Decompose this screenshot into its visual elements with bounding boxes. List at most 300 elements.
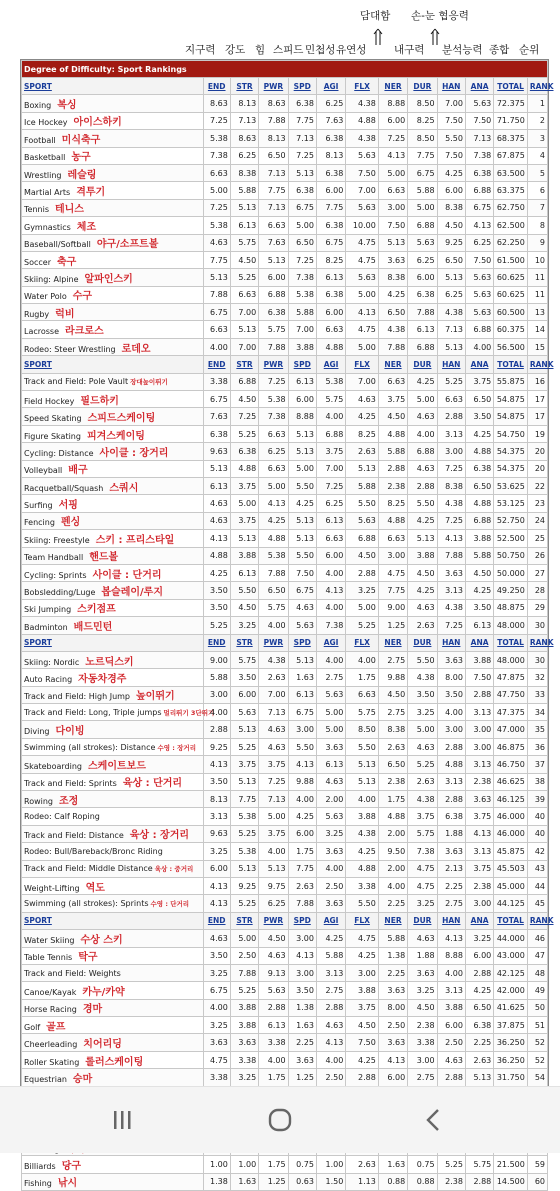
score-cell: 2.63: [378, 738, 407, 755]
score-cell: 48: [527, 964, 547, 981]
korean-sport-name: 스키점프: [77, 604, 116, 616]
score-cell: 71.750: [494, 112, 528, 129]
score-cell: 5.63: [465, 269, 493, 286]
score-cell: 6.50: [259, 582, 288, 599]
score-cell: 5.88: [203, 669, 230, 686]
score-cell: 3.00: [437, 721, 465, 738]
score-cell: 6.88: [230, 373, 258, 390]
score-cell: 2.75: [437, 895, 465, 912]
score-cell: 1: [527, 95, 547, 112]
column-header[interactable]: STR: [230, 912, 258, 929]
score-cell: 6.25: [316, 495, 345, 512]
score-cell: 3.63: [378, 251, 407, 268]
sport-name-cell: [22, 182, 204, 199]
column-header[interactable]: TOTAL: [494, 356, 528, 373]
table-row: [22, 825, 548, 842]
score-cell: 5.25: [437, 373, 465, 390]
score-cell: 4.13: [465, 825, 493, 842]
column-header[interactable]: STR: [230, 356, 258, 373]
score-cell: 49.250: [494, 582, 528, 599]
score-cell: 2.00: [316, 791, 345, 808]
score-cell: 3.63: [408, 964, 437, 981]
score-cell: 1.00: [316, 1156, 345, 1173]
korean-sport-name: 롤러스케이팅: [85, 1056, 144, 1068]
score-cell: 4.50: [378, 686, 407, 703]
sport-name: Horse Racing: [24, 1005, 77, 1015]
score-cell: 5.38: [230, 843, 258, 860]
column-header[interactable]: DUR: [408, 634, 437, 651]
score-cell: 1.38: [203, 1173, 230, 1190]
score-cell: 4.75: [408, 860, 437, 877]
score-cell: 3.00: [203, 686, 230, 703]
column-header[interactable]: ANA: [465, 912, 493, 929]
score-cell: 2.25: [378, 895, 407, 912]
sport-name-cell: [22, 321, 204, 338]
score-cell: 6.88: [316, 425, 345, 442]
score-cell: 4.38: [378, 321, 407, 338]
score-cell: 3.38: [408, 1034, 437, 1051]
score-cell: 8.25: [408, 112, 437, 129]
korean-sport-name: 펜싱: [60, 517, 81, 529]
score-cell: 9.25: [437, 234, 465, 251]
column-header[interactable]: AGI: [316, 78, 345, 95]
score-cell: 3.50: [288, 982, 316, 999]
sport-name: Speed Skating: [24, 414, 82, 424]
column-header[interactable]: END: [203, 78, 230, 95]
score-cell: 60: [527, 1173, 547, 1190]
column-header[interactable]: DUR: [408, 912, 437, 929]
column-header[interactable]: DUR: [408, 78, 437, 95]
column-header[interactable]: RANK: [527, 634, 547, 651]
sport-name-cell: [22, 964, 204, 981]
score-cell: 2.75: [378, 651, 407, 668]
column-header[interactable]: HAN: [437, 912, 465, 929]
score-cell: 5.50: [346, 495, 379, 512]
sport-name: Equestrian: [24, 1074, 67, 1084]
score-cell: 3.00: [378, 547, 407, 564]
score-cell: 5.00: [378, 164, 407, 181]
score-cell: 5.13: [288, 530, 316, 547]
score-cell: 6.13: [316, 756, 345, 773]
score-cell: 6.13: [203, 477, 230, 494]
score-cell: 4.88: [259, 530, 288, 547]
score-cell: 4.25: [288, 495, 316, 512]
score-cell: 6.50: [465, 391, 493, 408]
score-cell: 5.13: [230, 530, 258, 547]
score-cell: 5.00: [288, 217, 316, 234]
column-header[interactable]: TOTAL: [494, 912, 528, 929]
score-cell: 3.50: [203, 582, 230, 599]
score-cell: 5.38: [230, 808, 258, 825]
score-cell: 7.63: [259, 234, 288, 251]
column-header[interactable]: FLX: [346, 78, 379, 95]
score-cell: 36.250: [494, 1051, 528, 1068]
score-cell: 6.13: [316, 269, 345, 286]
sport-name-cell: [22, 217, 204, 234]
score-cell: 46.000: [494, 825, 528, 842]
column-header[interactable]: FLX: [346, 356, 379, 373]
score-cell: 2.38: [408, 1017, 437, 1034]
korean-sport-name: 육상 : 장거리: [129, 830, 190, 842]
score-cell: 3.63: [316, 895, 345, 912]
home-icon[interactable]: [260, 1105, 300, 1135]
score-cell: 43: [527, 860, 547, 877]
annotation-nerve: 담대함: [360, 10, 391, 22]
score-cell: 5.88: [378, 443, 407, 460]
column-header[interactable]: NER: [378, 356, 407, 373]
score-cell: 5.50: [408, 495, 437, 512]
score-cell: 5.00: [230, 495, 258, 512]
score-cell: 6.00: [316, 547, 345, 564]
column-header[interactable]: SPORT: [22, 634, 204, 651]
score-cell: 7.13: [230, 112, 258, 129]
score-cell: 8.38: [437, 199, 465, 216]
score-cell: 3.00: [288, 930, 316, 947]
score-cell: 3.63: [288, 1051, 316, 1068]
score-cell: 6.00: [230, 686, 258, 703]
column-header[interactable]: RANK: [527, 356, 547, 373]
score-cell: 7.25: [288, 147, 316, 164]
score-cell: 52: [527, 1034, 547, 1051]
column-header[interactable]: STR: [230, 634, 258, 651]
korean-sport-name: 수상 스키: [80, 934, 123, 946]
score-cell: 5.00: [346, 338, 379, 355]
column-header[interactable]: SPORT: [22, 78, 204, 95]
score-cell: 5.75: [465, 1156, 493, 1173]
sport-name: Cheerleading: [24, 1040, 78, 1050]
score-cell: 6.00: [203, 860, 230, 877]
column-header[interactable]: TOTAL: [494, 78, 528, 95]
table-header-row: [22, 356, 548, 373]
column-header[interactable]: PWR: [259, 634, 288, 651]
score-cell: 4.63: [346, 391, 379, 408]
sport-name: Football: [24, 135, 56, 145]
score-cell: 14: [527, 321, 547, 338]
score-cell: 6.25: [259, 443, 288, 460]
score-cell: 9.25: [203, 738, 230, 755]
score-cell: 5.63: [346, 269, 379, 286]
score-cell: 2.25: [378, 964, 407, 981]
column-header[interactable]: NER: [378, 634, 407, 651]
column-header[interactable]: SPD: [288, 634, 316, 651]
score-cell: 1.25: [378, 617, 407, 634]
score-cell: 4.38: [408, 669, 437, 686]
column-header[interactable]: SPD: [288, 912, 316, 929]
score-cell: 3.75: [230, 512, 258, 529]
score-cell: 4.00: [259, 617, 288, 634]
column-header[interactable]: AGI: [316, 634, 345, 651]
score-cell: 6.38: [316, 217, 345, 234]
score-cell: 5: [527, 164, 547, 181]
korean-sport-name: 스피드스케이팅: [87, 413, 156, 425]
score-cell: 5.00: [230, 930, 258, 947]
column-header[interactable]: HAN: [437, 356, 465, 373]
score-cell: 8: [527, 217, 547, 234]
table-row: [22, 304, 548, 321]
score-cell: 3.00: [378, 199, 407, 216]
score-cell: 3.25: [408, 982, 437, 999]
score-cell: 4.88: [465, 495, 493, 512]
score-cell: 5.63: [259, 982, 288, 999]
annotation-power: 힘: [255, 44, 266, 56]
column-header[interactable]: END: [203, 912, 230, 929]
score-cell: 4.88: [230, 460, 258, 477]
score-cell: 3.00: [288, 721, 316, 738]
score-cell: 24: [527, 512, 547, 529]
score-cell: 7.75: [378, 582, 407, 599]
score-cell: 3.13: [437, 773, 465, 790]
score-cell: 3.50: [465, 408, 493, 425]
sport-name-cell: [22, 112, 204, 129]
column-header[interactable]: SPD: [288, 356, 316, 373]
android-navigation-bar: [0, 1086, 560, 1153]
score-cell: 5.13: [465, 1069, 493, 1086]
annotation-total: 종합: [489, 44, 510, 56]
score-cell: 3.88: [465, 651, 493, 668]
score-cell: 5.13: [203, 269, 230, 286]
score-cell: 63.375: [494, 182, 528, 199]
score-cell: 4.88: [346, 112, 379, 129]
score-cell: 4.25: [465, 982, 493, 999]
score-cell: 6.63: [437, 391, 465, 408]
score-cell: 6.50: [465, 477, 493, 494]
sport-name: Weight-Lifting: [24, 883, 80, 893]
score-cell: 6.75: [203, 982, 230, 999]
column-header[interactable]: PWR: [259, 912, 288, 929]
column-header[interactable]: DUR: [408, 356, 437, 373]
score-cell: 6.00: [408, 269, 437, 286]
score-cell: 5.75: [259, 321, 288, 338]
recent-apps-icon[interactable]: [102, 1105, 142, 1135]
score-cell: 6.50: [378, 756, 407, 773]
score-cell: 7.63: [203, 408, 230, 425]
score-cell: 44: [527, 877, 547, 894]
score-cell: 4.88: [203, 547, 230, 564]
score-cell: 6.13: [288, 686, 316, 703]
column-header[interactable]: TOTAL: [494, 634, 528, 651]
score-cell: 1.13: [346, 1173, 379, 1190]
sport-name: Basketball: [24, 153, 66, 163]
score-cell: 2.13: [437, 860, 465, 877]
score-cell: 11: [527, 269, 547, 286]
score-cell: 6.63: [203, 321, 230, 338]
score-cell: 4.38: [346, 95, 379, 112]
score-cell: 40: [527, 825, 547, 842]
table-row: [22, 199, 548, 216]
sport-name: Water Polo: [24, 292, 67, 302]
korean-sport-name: 경마: [82, 1004, 103, 1016]
column-header[interactable]: RANK: [527, 912, 547, 929]
score-cell: 3.38: [203, 1069, 230, 1086]
score-cell: 4.88: [378, 512, 407, 529]
score-cell: 6.00: [259, 269, 288, 286]
score-cell: 5.13: [437, 338, 465, 355]
table-row: [22, 930, 548, 947]
sport-name: Ice Hockey: [24, 118, 68, 128]
score-cell: 4.13: [437, 930, 465, 947]
score-cell: 30: [527, 617, 547, 634]
score-cell: 5.38: [203, 130, 230, 147]
score-cell: 3.13: [465, 756, 493, 773]
score-cell: 1.63: [230, 1173, 258, 1190]
score-cell: 4.00: [203, 338, 230, 355]
score-cell: 2.63: [346, 443, 379, 460]
column-header[interactable]: HAN: [437, 78, 465, 95]
score-cell: 50.000: [494, 564, 528, 581]
score-cell: 7.50: [346, 164, 379, 181]
score-cell: 19: [527, 425, 547, 442]
score-cell: 5.63: [288, 617, 316, 634]
table-row: [22, 791, 548, 808]
score-cell: 62.500: [494, 217, 528, 234]
score-cell: 2.63: [408, 617, 437, 634]
score-cell: 54: [527, 1069, 547, 1086]
sport-name: Cycling: Sprints: [24, 570, 87, 580]
score-cell: 62.750: [494, 199, 528, 216]
sport-name-cell: [22, 756, 204, 773]
back-icon[interactable]: [414, 1105, 454, 1135]
score-cell: 4.13: [203, 895, 230, 912]
score-cell: 9.63: [203, 443, 230, 460]
korean-sport-name: 조정: [59, 795, 79, 807]
column-header[interactable]: NER: [378, 78, 407, 95]
score-cell: 2.88: [437, 408, 465, 425]
score-cell: 2.75: [378, 704, 407, 721]
score-cell: 3.13: [465, 843, 493, 860]
score-cell: 4.13: [203, 756, 230, 773]
score-cell: 4.25: [408, 373, 437, 390]
sport-name-cell: [22, 738, 204, 755]
column-header[interactable]: FLX: [346, 634, 379, 651]
score-cell: 5.63: [230, 704, 258, 721]
score-cell: 46: [527, 930, 547, 947]
column-header[interactable]: ANA: [465, 634, 493, 651]
column-header[interactable]: FLX: [346, 912, 379, 929]
score-cell: 7.50: [465, 112, 493, 129]
korean-sport-name: 미식축구: [61, 134, 101, 146]
column-header[interactable]: ANA: [465, 78, 493, 95]
sport-name: Cycling: Distance: [24, 448, 94, 458]
score-cell: 8.00: [378, 999, 407, 1016]
column-header[interactable]: PWR: [259, 78, 288, 95]
score-cell: 5.25: [230, 269, 258, 286]
score-cell: 6.38: [437, 808, 465, 825]
score-cell: 6.13: [230, 217, 258, 234]
table-row: [22, 321, 548, 338]
score-cell: 6.25: [437, 286, 465, 303]
score-cell: 56.500: [494, 338, 528, 355]
sport-name: Track and Field: Middle Distance: [24, 864, 153, 874]
score-cell: 8.38: [437, 477, 465, 494]
table-header-row: [22, 634, 548, 651]
score-cell: 2.38: [437, 1173, 465, 1190]
score-cell: 5.13: [346, 460, 379, 477]
up-arrow-icon: [373, 28, 383, 46]
score-cell: 49: [527, 982, 547, 999]
score-cell: 5.88: [408, 182, 437, 199]
sport-name-cell: [22, 773, 204, 790]
score-cell: 7.50: [465, 251, 493, 268]
table-row: [22, 269, 548, 286]
score-cell: 5.25: [230, 895, 258, 912]
score-cell: 6.63: [230, 286, 258, 303]
score-cell: 7.88: [259, 564, 288, 581]
column-header[interactable]: SPORT: [22, 356, 204, 373]
score-cell: 2.88: [259, 999, 288, 1016]
score-cell: 46.875: [494, 738, 528, 755]
table-row: [22, 1034, 548, 1051]
column-header[interactable]: END: [203, 634, 230, 651]
score-cell: 4.25: [408, 512, 437, 529]
score-cell: 3.75: [259, 756, 288, 773]
column-header[interactable]: END: [203, 356, 230, 373]
score-cell: 5.25: [408, 756, 437, 773]
score-cell: 3.50: [203, 773, 230, 790]
score-cell: 42: [527, 843, 547, 860]
score-cell: 4.00: [316, 599, 345, 616]
score-cell: 5.00: [346, 286, 379, 303]
column-header[interactable]: RANK: [527, 78, 547, 95]
score-cell: 5.13: [230, 721, 258, 738]
table-row: [22, 651, 548, 668]
column-header[interactable]: NER: [378, 912, 407, 929]
table-header-row: [22, 912, 548, 929]
korean-sport-name: 알파인스키: [84, 273, 133, 285]
korean-sport-name: 탁구: [78, 952, 98, 964]
table-row: [22, 999, 548, 1016]
column-header[interactable]: AGI: [316, 356, 345, 373]
score-cell: 6.00: [465, 947, 493, 964]
column-header[interactable]: HAN: [437, 634, 465, 651]
score-cell: 2.75: [316, 669, 345, 686]
table-row: [22, 425, 548, 442]
score-cell: 4.50: [408, 564, 437, 581]
score-cell: 5.88: [316, 947, 345, 964]
score-cell: 7.88: [259, 112, 288, 129]
score-cell: 0.63: [288, 1173, 316, 1190]
score-cell: 4.00: [316, 408, 345, 425]
sport-name: Track and Field: Long, Triple jumps: [24, 707, 162, 717]
score-cell: 4.63: [203, 234, 230, 251]
score-cell: 5.75: [346, 704, 379, 721]
score-cell: 5.13: [437, 269, 465, 286]
score-cell: 6.63: [378, 373, 407, 390]
score-cell: 7.50: [437, 112, 465, 129]
score-cell: 4.13: [316, 582, 345, 599]
score-cell: 6.00: [288, 391, 316, 408]
score-cell: 6.25: [230, 147, 258, 164]
column-header[interactable]: STR: [230, 78, 258, 95]
score-cell: 6.50: [288, 234, 316, 251]
score-cell: 6.75: [288, 704, 316, 721]
column-header[interactable]: AGI: [316, 912, 345, 929]
column-header[interactable]: ANA: [465, 356, 493, 373]
table-row: [22, 617, 548, 634]
score-cell: 4.75: [346, 234, 379, 251]
score-cell: 1.38: [378, 947, 407, 964]
table-row: [22, 286, 548, 303]
score-cell: 3.38: [346, 877, 379, 894]
score-cell: 7.75: [288, 860, 316, 877]
sport-name-cell: [22, 808, 204, 825]
column-header[interactable]: SPD: [288, 78, 316, 95]
column-header[interactable]: PWR: [259, 356, 288, 373]
table-row: [22, 1051, 548, 1068]
score-cell: 5.13: [203, 460, 230, 477]
score-cell: 5.63: [346, 147, 379, 164]
table-row: [22, 147, 548, 164]
column-header[interactable]: SPORT: [22, 912, 204, 929]
